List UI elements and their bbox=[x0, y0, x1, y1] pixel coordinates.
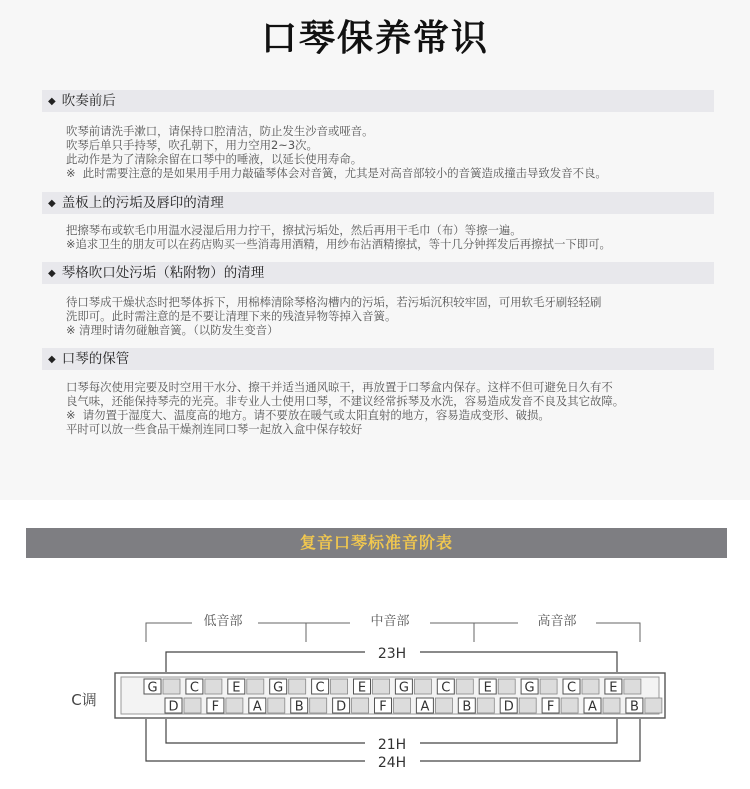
top-note: C bbox=[315, 680, 325, 696]
harmonica-blank-hole bbox=[226, 698, 243, 713]
harmonica-blank-hole bbox=[456, 679, 473, 694]
harmonica-blank-hole bbox=[540, 679, 557, 694]
bottom-note: F bbox=[546, 699, 555, 715]
high-range-label: 高音部 bbox=[537, 614, 577, 629]
span-23h-label: 23H bbox=[377, 646, 407, 662]
section-heading-mouthpiece-cleaning: ◆ 琴格吹口处污垢（粘附物）的清理 bbox=[42, 262, 714, 284]
span-21h-label: 21H bbox=[377, 737, 407, 753]
harmonica-blank-hole bbox=[268, 698, 285, 713]
mid-range-bracket-left bbox=[306, 623, 350, 642]
span-24h-label: 24H bbox=[377, 755, 407, 771]
span-21h-line-left bbox=[166, 719, 365, 743]
bottom-note: B bbox=[462, 699, 472, 715]
diamond-bullet-icon: ◆ bbox=[48, 96, 56, 107]
bottom-note: A bbox=[252, 699, 262, 715]
top-note: E bbox=[483, 680, 492, 696]
harmonica-blank-hole bbox=[603, 698, 620, 713]
bottom-note: D bbox=[168, 699, 179, 715]
harmonica-blank-hole bbox=[205, 679, 222, 694]
harmonica-scale-diagram bbox=[0, 560, 750, 789]
low-range-label: 低音部 bbox=[203, 614, 243, 629]
top-note: E bbox=[357, 680, 367, 696]
top-note: G bbox=[273, 680, 284, 696]
low-range-bracket-left bbox=[146, 623, 192, 642]
harmonica-blank-hole bbox=[310, 698, 327, 713]
top-note: G bbox=[398, 680, 409, 696]
high-range-bracket-left bbox=[474, 623, 518, 642]
scale-chart-title: 复音口琴标准音阶表 bbox=[26, 528, 727, 558]
bottom-note: B bbox=[294, 699, 304, 715]
harmonica-blank-hole bbox=[184, 698, 201, 713]
bottom-note: A bbox=[420, 699, 430, 715]
harmonica-blank-hole bbox=[498, 679, 515, 694]
bottom-note: B bbox=[629, 699, 639, 715]
diamond-bullet-icon: ◆ bbox=[48, 268, 56, 279]
bottom-note: D bbox=[336, 699, 347, 715]
low-range-bracket-right bbox=[258, 623, 306, 642]
top-note: E bbox=[232, 680, 241, 696]
bottom-note: F bbox=[211, 699, 220, 715]
harmonica-blank-hole bbox=[435, 698, 452, 713]
top-note: C bbox=[189, 680, 199, 696]
harmonica-blank-hole bbox=[373, 679, 390, 694]
harmonica-blank-hole bbox=[352, 698, 369, 713]
span-23h-line-left bbox=[166, 652, 365, 672]
harmonica-blank-hole bbox=[582, 679, 599, 694]
top-note: C bbox=[441, 680, 451, 696]
key-label: C调 bbox=[71, 691, 97, 709]
section-heading-cover-cleaning: ◆ 盖板上的污垢及唇印的清理 bbox=[42, 192, 714, 214]
diamond-bullet-icon: ◆ bbox=[48, 354, 56, 365]
harmonica-blank-hole bbox=[519, 698, 536, 713]
harmonica-blank-hole bbox=[331, 679, 348, 694]
mid-range-bracket-right bbox=[430, 623, 474, 642]
harmonica-blank-hole bbox=[414, 679, 431, 694]
span-24h-line-right bbox=[420, 719, 640, 761]
harmonica-blank-hole bbox=[624, 679, 641, 694]
section-body-storage: 口琴每次使用完要及时空用干水分、擦干并适当通风晾干，再放置于口琴盒内保存。这样不但可避免日久有不 良气味，还能保持琴壳的光亮。非专业人士使用口琴，不建议经常拆琴及水洗，容易造成发音不良及其它故障。 ※ 请勿置于湿度大、温度高的地方。请不要放在暖气或太阳直射的地方，容易造成变形、破损。 平时可以放一些食品干燥剂连同口琴一起放入盒中保存较好 bbox=[66, 380, 625, 436]
bottom-note: A bbox=[588, 699, 597, 715]
span-24h-line-left bbox=[146, 719, 365, 761]
section-body-before-after-playing: 吹琴前请洗手漱口，请保持口腔清洁，防止发生沙音或哑音。 吹琴后单只手持琴，吹孔朝下，用力空用2~3次。 此动作是为了清除余留在口琴中的唾液，以延长使用寿命。 ※ 此时需要注意的是如果用手用力敲磕琴体会对音簧，尤其是对高音部较小的音簧造成撞击导致发音不良。 bbox=[66, 124, 607, 180]
top-note: G bbox=[147, 680, 158, 696]
top-note: G bbox=[524, 680, 535, 696]
harmonica-blank-hole bbox=[163, 679, 180, 694]
top-note: C bbox=[566, 680, 577, 696]
page-title: 口琴保养常识 bbox=[260, 18, 489, 59]
bottom-note: F bbox=[379, 699, 387, 715]
top-note: E bbox=[609, 680, 618, 696]
section-body-mouthpiece-cleaning: 待口琴成干燥状态时把琴体拆下，用棉棒清除琴格沟槽内的污垢，若污垢沉积较牢固，可用软毛牙刷轻轻刷 洗即可。此时需注意的是不要让清理下来的残渣异物等掉入音簧。 ※ 清理时请勿碰触音簧。（以防发生变音） bbox=[66, 295, 602, 337]
harmonica-blank-hole bbox=[247, 679, 264, 694]
bottom-note: D bbox=[503, 699, 514, 715]
section-heading-before-after-playing: ◆ 吹奏前后 bbox=[42, 90, 714, 112]
high-range-bracket-right bbox=[596, 623, 640, 642]
harmonica-blank-hole bbox=[561, 698, 578, 713]
harmonica-blank-hole bbox=[645, 698, 662, 713]
mid-range-label: 中音部 bbox=[370, 614, 410, 629]
harmonica-blank-hole bbox=[394, 698, 411, 713]
harmonica-blank-hole bbox=[289, 679, 306, 694]
section-heading-storage: ◆ 口琴的保管 bbox=[42, 348, 714, 370]
diamond-bullet-icon: ◆ bbox=[48, 198, 56, 209]
harmonica-blank-hole bbox=[477, 698, 494, 713]
span-23h-line-right bbox=[420, 652, 617, 672]
span-21h-line-right bbox=[420, 719, 617, 743]
section-body-cover-cleaning: 把擦琴布或软毛巾用温水浸湿后用力拧干，擦拭污垢处，然后再用干毛巾（布）等擦一遍。 ※追求卫生的朋友可以在药店购买一些消毒用酒精，用纱布沾酒精擦拭，等十几分钟挥发后再擦拭一下即可。 bbox=[66, 223, 611, 251]
